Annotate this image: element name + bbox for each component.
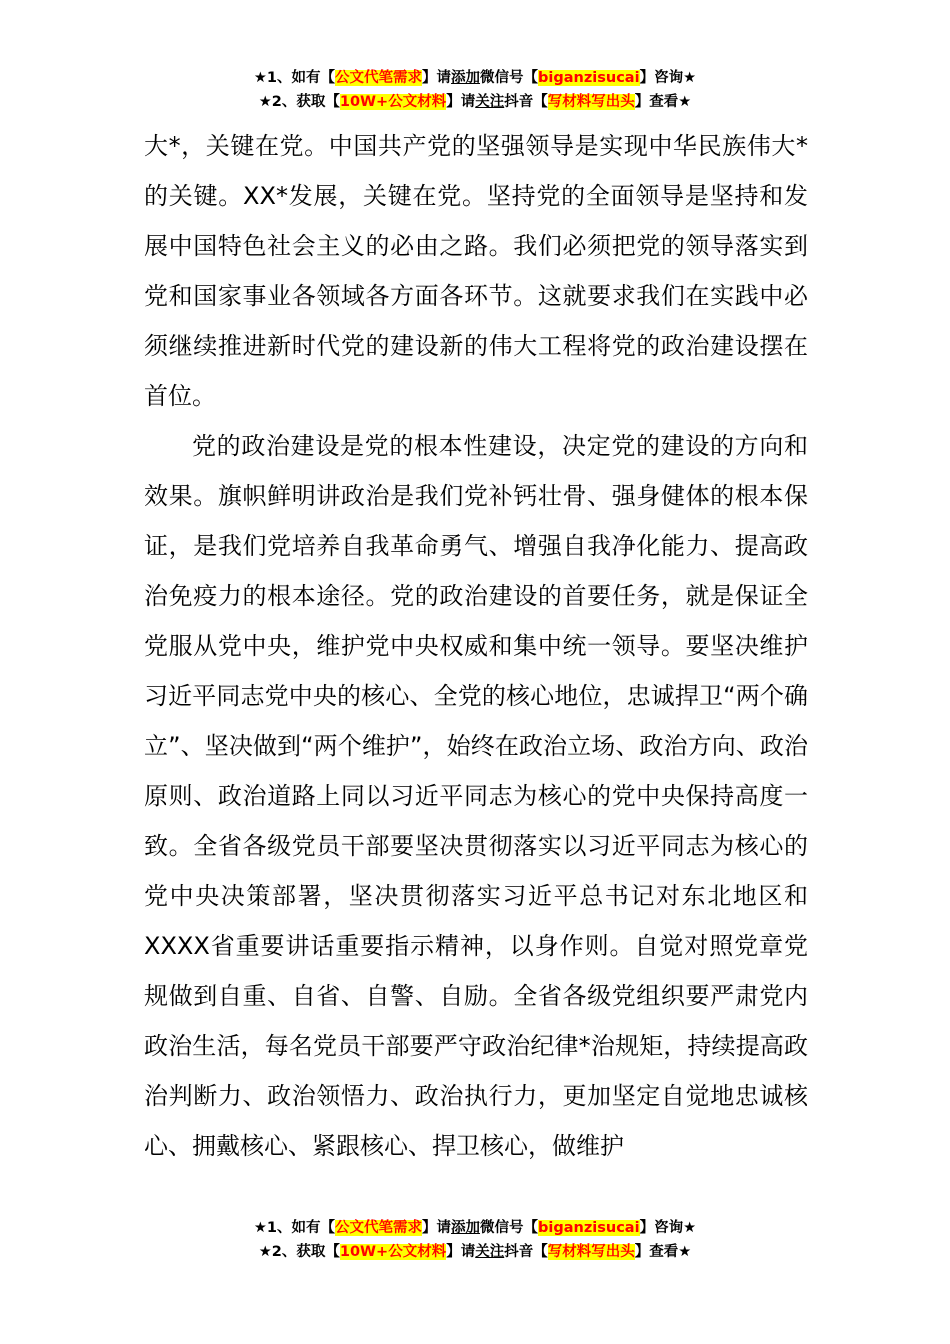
banner-text: 抖音【: [504, 1244, 548, 1260]
banner-highlight: 写材料写出头: [547, 94, 635, 110]
banner-highlight: 写材料写出头: [547, 1244, 635, 1260]
banner-highlight: 10W+公文材料: [339, 1244, 447, 1260]
banner-text: 抖音【: [504, 94, 548, 110]
document-body: [144, 121, 808, 1171]
banner-text: 】查看★: [634, 1244, 692, 1260]
banner-underline-text: 添加: [451, 1220, 481, 1236]
banner-highlight: 公文代笔需求: [335, 1220, 423, 1236]
banner-text: ★1、如有【: [253, 70, 336, 86]
footer-banner: [0, 1216, 950, 1264]
banner-highlight: 10W+公文材料: [339, 94, 447, 110]
banner-text: 】请: [422, 1220, 452, 1236]
banner-line-2: [0, 1240, 950, 1264]
banner-underline-text: 关注: [475, 1244, 505, 1260]
banner-highlight: biganzisucai: [538, 1220, 640, 1236]
banner-text: 】请: [422, 70, 452, 86]
paragraph: 党的政治建设是党的根本性建设，决定党的建设的方向和效果。旗帜鲜明讲政治是我们党补钙壮骨、强身健体的根本保证，是我们党培养自我革命勇气、增强自我净化能力、提高政治免疫力的根本途径。党的政治建设的首要任务，就是保证全党服从党中央，维护党中央权威和集中统一领导。要坚决维护习近平同志党中央的核心、全党的核心地位，忠诚捍卫“两个确立”、坚决做到“两个维护”，始终在政治立场、政治方向、政治原则、政治道路上同以习近平同志为核心的党中央保持高度一致。全省各级党员干部要坚决贯彻落实以习近平同志为核心的党中央决策部署，坚决贯彻落实习近平总书记对东北地区和XXXX省重要讲话重要指示精神，以身作则。自觉对照党章党规做到自重、自省、自警、自励。全省各级党组织要严肃党内政治生活，每名党员干部要严守政治纪律*治规矩，持续提高政治判断力、政治领悟力、政治执行力，更加坚定自觉地忠诚核心、拥戴核心、紧跟核心、捍卫核心，做维护: [144, 432, 808, 1160]
banner-underline-text: 关注: [475, 94, 505, 110]
banner-text: 】查看★: [634, 94, 692, 110]
banner-text: ★2、获取【: [258, 1244, 340, 1260]
banner-line-2: [0, 90, 950, 114]
header-banner: [0, 66, 950, 114]
banner-text: ★1、如有【: [253, 1220, 336, 1236]
banner-text: 微信号【: [480, 1220, 539, 1236]
banner-text: 】咨询★: [639, 1220, 697, 1236]
banner-text: 】请: [446, 1244, 476, 1260]
banner-underline-text: 添加: [451, 70, 481, 86]
banner-text: 】请: [446, 94, 476, 110]
banner-line-1: [0, 1216, 950, 1240]
banner-line-1: [0, 66, 950, 90]
banner-text: 微信号【: [480, 70, 539, 86]
banner-highlight: biganzisucai: [538, 70, 640, 86]
banner-text: 】咨询★: [639, 70, 697, 86]
paragraph: 大*，关键在党。中国共产党的坚强领导是实现中华民族伟大*的关键。XX*发展，关键在党。坚持党的全面领导是坚持和发展中国特色社会主义的必由之路。我们必须把党的领导落实到党和国家事业各领域各方面各环节。这就要求我们在实践中必须继续推进新时代党的建设新的伟大工程将党的政治建设摆在首位。: [144, 132, 808, 410]
banner-text: ★2、获取【: [258, 94, 340, 110]
banner-highlight: 公文代笔需求: [335, 70, 423, 86]
